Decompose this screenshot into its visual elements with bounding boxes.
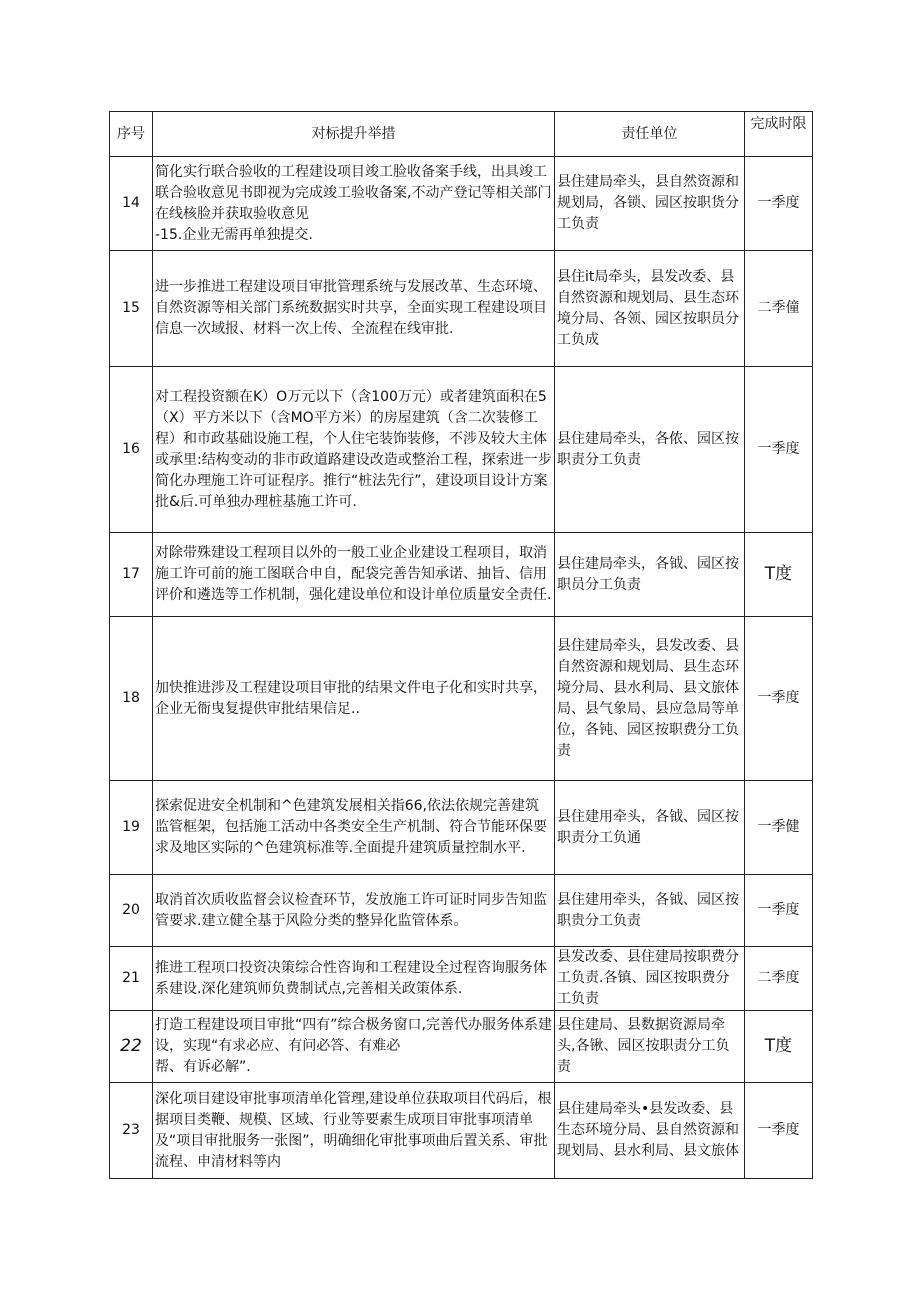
row-measure: 取消首次质收监督会议检査环节，发放施工许可证时同步告知监管要求.建立健全基于风险分类的整异化监管体系。	[153, 875, 555, 947]
header-num: 序号	[110, 112, 153, 157]
row-num: 17	[110, 533, 153, 617]
header-measure: 对标提升举措	[153, 112, 555, 157]
measures-table	[109, 111, 813, 1179]
row-unit: 县住建局、县数据资源局牵头,各锹、园区按职责分工负责	[555, 1011, 745, 1083]
row-unit: 县住it局牵头，县发改委、县自然资源和规划局、县生态环境分局、各领、园区按职员分工负成	[555, 251, 745, 367]
table-header-row	[110, 112, 813, 157]
row-measure: 对除带殊建设工程项目以外的一般工业企业建设工程项目，取消施工许可前的施工图联合申自，配袋完善告知承诺、抽旨、信用评价和遴选等工作机制，强化建设单位和设计单位质量安全责任.	[153, 533, 555, 617]
row-num: 14	[110, 157, 153, 251]
row-measure: 加快推进涉及工程建设项目审批的结果文件电子化和实时共享，企业无衙曳复提供审批结果信足..	[153, 617, 555, 781]
table-row	[110, 781, 813, 875]
row-measure: 探索促进安全机制和^色建筑发展相关指66,依法依规完善建筑监管框架，包括施工活动中各类安全生产机制、符合节能环保要求及地区实际的^色建筑标准等.全面提升建筑质量控制水平.	[153, 781, 555, 875]
header-unit: 责任单位	[555, 112, 745, 157]
row-num: 16	[110, 367, 153, 533]
row-num: 21	[110, 947, 153, 1011]
row-measure: 深化项目建设审批事项清单化管理,建设单位获取项目代码后，根据项目类鞭、规模、区域、行业等要素生成项目审批事项清单及“项目审批服务一张图”，明确细化审批事项曲后置关系、审批流程、申清材料等内	[153, 1083, 555, 1179]
row-unit: 县住建局牵头，各侬、园区按职责分工负责	[555, 367, 745, 533]
row-time: 二季度	[745, 947, 813, 1011]
row-num: 15	[110, 251, 153, 367]
row-time: 一季度	[745, 617, 813, 781]
table-row	[110, 875, 813, 947]
row-num: 20	[110, 875, 153, 947]
row-time: 一季健	[745, 781, 813, 875]
row-unit: 县住建局牵头，县自然资源和规划局，各锁、园区按职货分工负责	[555, 157, 745, 251]
row-unit: 县住建局牵头•县发改委、县生态环境分局、县自然资源和现划局、县水利局、县文旅体	[555, 1083, 745, 1179]
row-num: 19	[110, 781, 153, 875]
table-row	[110, 533, 813, 617]
row-unit: 县发改委、县住建局按职费分工负责.各镇、园区按职费分工负责	[555, 947, 745, 1011]
row-measure: 简化实行联合验收的工程建设项目竣工脸收备案手线，出具竣工联合验收意见书即视为完成竣工验收备案,不动产登记等相关部门在线核脸并获取验收意见 -15.企业无需再单独提交.	[153, 157, 555, 251]
row-measure: 进一步推进工程建设项目审批管理系统与发展改革、生态环境、自然资源等相关部门系统数据实时共享，全面实现工程建设项目信息一次域报、材料一次上传、全流程在线审批.	[153, 251, 555, 367]
row-unit: 县住建局牵头，县发改委、县自然资源和规划局、县生态环境分局、县水利局、县文旅体局、县气象局、县应急局等单位，各钝、园区按职费分工负责	[555, 617, 745, 781]
row-unit: 县住建局牵头，各钺、园区按职员分工负责	[555, 533, 745, 617]
row-time: 二季僮	[745, 251, 813, 367]
row-num: 18	[110, 617, 153, 781]
table-row	[110, 1011, 813, 1083]
row-measure: 推进工程项口投资决策综合性咨询和工程建设全过程咨询服务体系建设.深化建筑师负费制试点,完善相关政策体系.	[153, 947, 555, 1011]
table-row	[110, 1083, 813, 1179]
row-num: 23	[110, 1083, 153, 1179]
row-measure: 对工程投资额在K）O万元以下（含100万元）或者建筑面积在5（X）平方米以下（含MO平方米）的房屋建筑（含二次装修工程）和市政基础设施工程，个人住宅装饰装修，不涉及较大主体或承里:结构变动的非市政道路建设改造或整治工程，探索进一步简化办理施工许可证程序。推行“桩法先行”，建设项目设计方案批&后.可单独办理桩基施工许可.	[153, 367, 555, 533]
row-time: 一季度	[745, 875, 813, 947]
table-row	[110, 251, 813, 367]
table-row	[110, 157, 813, 251]
table-row	[110, 617, 813, 781]
row-time: 一季度	[745, 1083, 813, 1179]
row-time: 一季度	[745, 367, 813, 533]
table-row	[110, 367, 813, 533]
row-measure: 打造工程建设项目审批“四有”综合极务窗口,完善代办服务体系建设，实现“有求必应、有问必答、有难必 帮、有诉必解”.	[153, 1011, 555, 1083]
row-time: T度	[745, 533, 813, 617]
row-unit: 县住建用牵头，各钺、园区按职贵分工负责	[555, 875, 745, 947]
row-unit: 县住建用牵头，各钺、园区按职责分工负通	[555, 781, 745, 875]
table-row	[110, 947, 813, 1011]
row-time: T度	[745, 1011, 813, 1083]
header-time: 完成时限	[745, 112, 813, 157]
row-time: 一季度	[745, 157, 813, 251]
row-num: 22	[110, 1011, 153, 1083]
